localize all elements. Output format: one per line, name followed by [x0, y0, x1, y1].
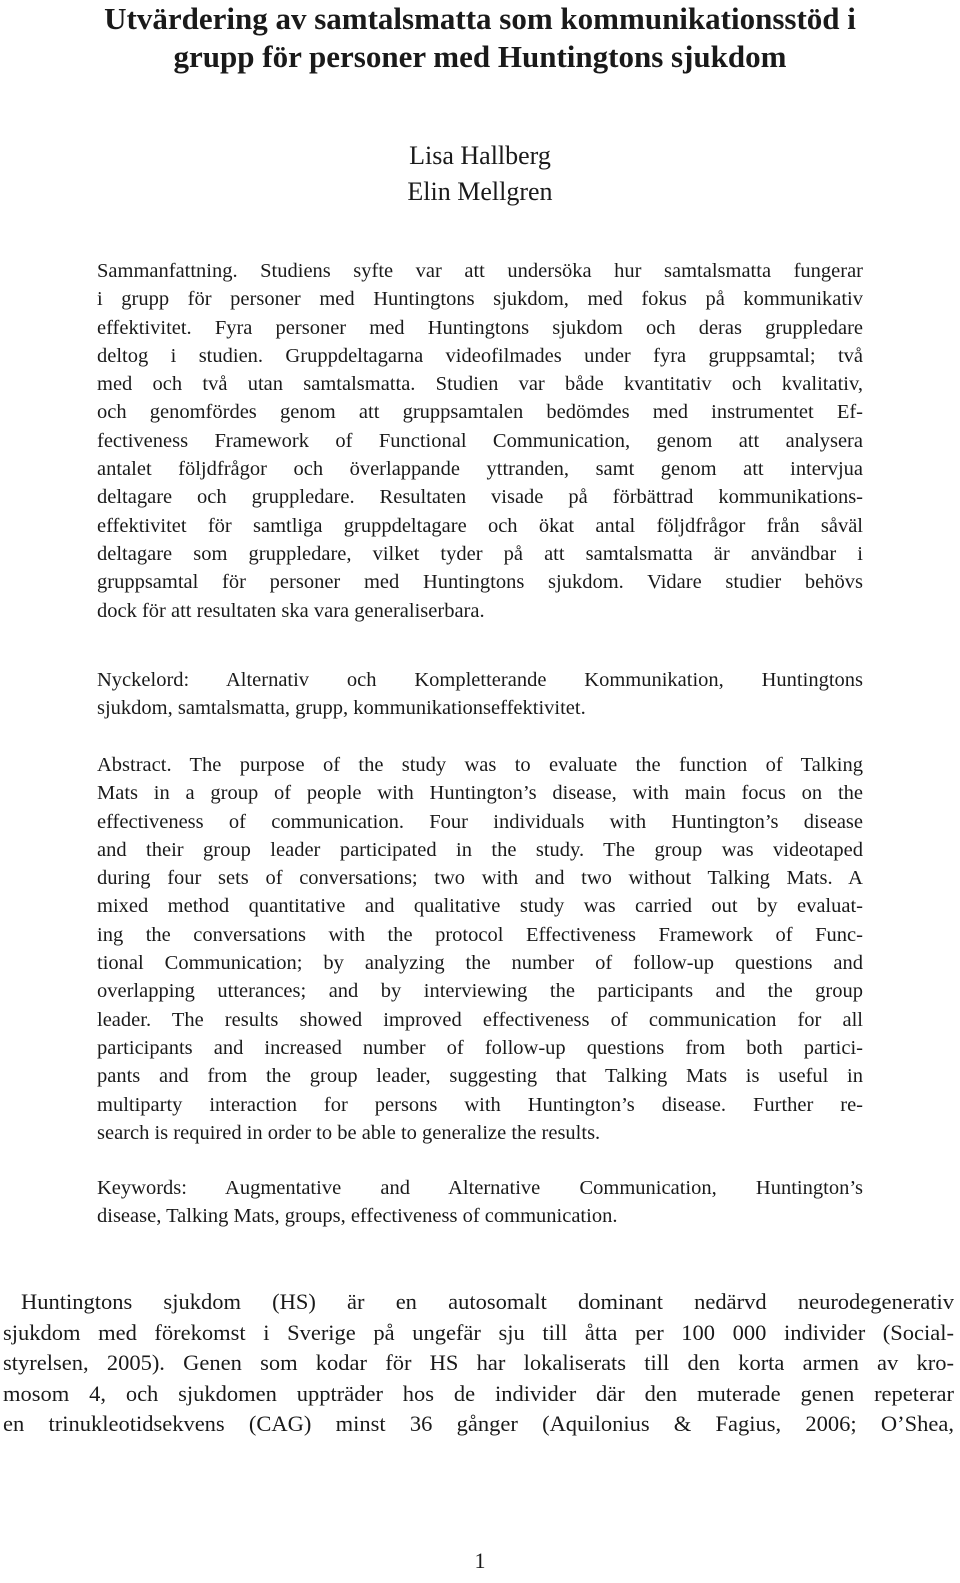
- text-line: multiparty interaction for persons with Huntington’s disease. Further re-: [97, 1093, 863, 1116]
- text-line: search is required in order to be able to generalize the results.: [97, 1121, 601, 1144]
- text-line: leader. The results showed improved effectiveness of communication for all: [97, 1008, 863, 1031]
- text-line: sjukdom, samtalsmatta, grupp, kommunikationseffektivitet.: [97, 697, 586, 720]
- text-line: styrelsen, 2005). Genen som kodar för HS har lokaliserats till den korta armen av kro-: [3, 1350, 954, 1375]
- author-name: Lisa Hallberg: [409, 141, 551, 170]
- text-line: during four sets of conversations; two with and two without Talking Mats. A: [97, 867, 863, 890]
- text-line: effektivitet. Fyra personer med Huntingtons sjukdom och deras gruppledare: [97, 316, 863, 339]
- text-line: Huntingtons sjukdom (HS) är en autosomalt dominant nedärvd neurodegenerativ: [21, 1289, 954, 1314]
- nyckelord-paragraph: [97, 666, 863, 723]
- text-line: fectiveness Framework of Functional Communication, genom att analysera: [97, 429, 863, 452]
- text-line: dock för att resultaten ska vara generaliserbara.: [97, 599, 485, 622]
- text-line: Abstract. The purpose of the study was to evaluate the function of Talking: [97, 754, 863, 776]
- text-line: Nyckelord: Alternativ och Kompletterande Kommunikation, Huntingtons: [97, 669, 863, 691]
- text-line: effectiveness of communication. Four individuals with Huntington’s disease: [97, 810, 863, 833]
- text-line: participants and increased number of follow-up questions from both partici-: [97, 1036, 863, 1059]
- text-line: Sammanfattning. Studiens syfte var att undersöka hur samtalsmatta fungerar: [97, 260, 863, 282]
- paper-title: [0, 0, 960, 76]
- author-name: Elin Mellgren: [407, 177, 553, 206]
- sammanfattning-paragraph: [97, 257, 863, 625]
- text-line: antalet följdfrågor och överlappande yttranden, samt genom att intervjua: [97, 458, 863, 481]
- text-line: disease, Talking Mats, groups, effectiveness of communication.: [97, 1205, 618, 1228]
- title-line: grupp för personer med Huntingtons sjukdom: [173, 39, 787, 74]
- text-line: och genomfördes genom att gruppsamtalen bedömdes med instrumentet Ef-: [97, 401, 863, 424]
- keywords-paragraph: [97, 1174, 863, 1231]
- text-line: mixed method quantitative and qualitative study was carried out by evaluat-: [97, 895, 863, 918]
- authors: [0, 138, 960, 210]
- text-line: Keywords: Augmentative and Alternative Communication, Huntington’s: [97, 1177, 863, 1199]
- text-line: overlapping utterances; and by interviewing the participants and the group: [97, 980, 863, 1003]
- text-line: med och två utan samtalsmatta. Studien var både kvantitativ och kvalitativ,: [97, 373, 863, 396]
- body-paragraph: [3, 1287, 954, 1440]
- abstract-paragraph: [97, 751, 863, 1147]
- text-line: effektivitet för samtliga gruppdeltagare och ökat antal följdfrågor från såväl: [97, 514, 863, 537]
- text-line: ing the conversations with the protocol Effectiveness Framework of Func-: [97, 923, 863, 946]
- title-line: Utvärdering av samtalsmatta som kommunikationsstöd i: [104, 1, 856, 36]
- text-line: deltagare och gruppledare. Resultaten visade på förbättrad kommunikations-: [97, 486, 863, 509]
- text-line: gruppsamtal för personer med Huntingtons sjukdom. Vidare studier behövs: [97, 571, 863, 594]
- text-line: tional Communication; by analyzing the number of follow-up questions and: [97, 952, 863, 975]
- page-number: 1: [474, 1548, 486, 1573]
- text-line: i grupp för personer med Huntingtons sjukdom, med fokus på kommunikativ: [97, 288, 863, 311]
- text-line: sjukdom med förekomst i Sverige på ungefär sju till åtta per 100 000 individer (Social-: [3, 1319, 954, 1345]
- text-line: Mats in a group of people with Huntington’s disease, with main focus on the: [97, 782, 863, 805]
- text-line: pants and from the group leader, suggesting that Talking Mats is useful in: [97, 1065, 863, 1088]
- text-line: en trinukleotidsekvens (CAG) minst 36 gånger (Aquilonius & Fagius, 2006; O’Shea,: [3, 1411, 954, 1436]
- text-line: deltagare som gruppledare, vilket tyder på att samtalsmatta är användbar i: [97, 542, 863, 565]
- text-line: and their group leader participated in the study. The group was videotaped: [97, 838, 863, 861]
- text-line: deltog i studien. Gruppdeltagarna videofilmades under fyra gruppsamtal; två: [97, 344, 863, 367]
- text-line: mosom 4, och sjukdomen uppträder hos de individer där den muterade genen repeterar: [3, 1380, 954, 1406]
